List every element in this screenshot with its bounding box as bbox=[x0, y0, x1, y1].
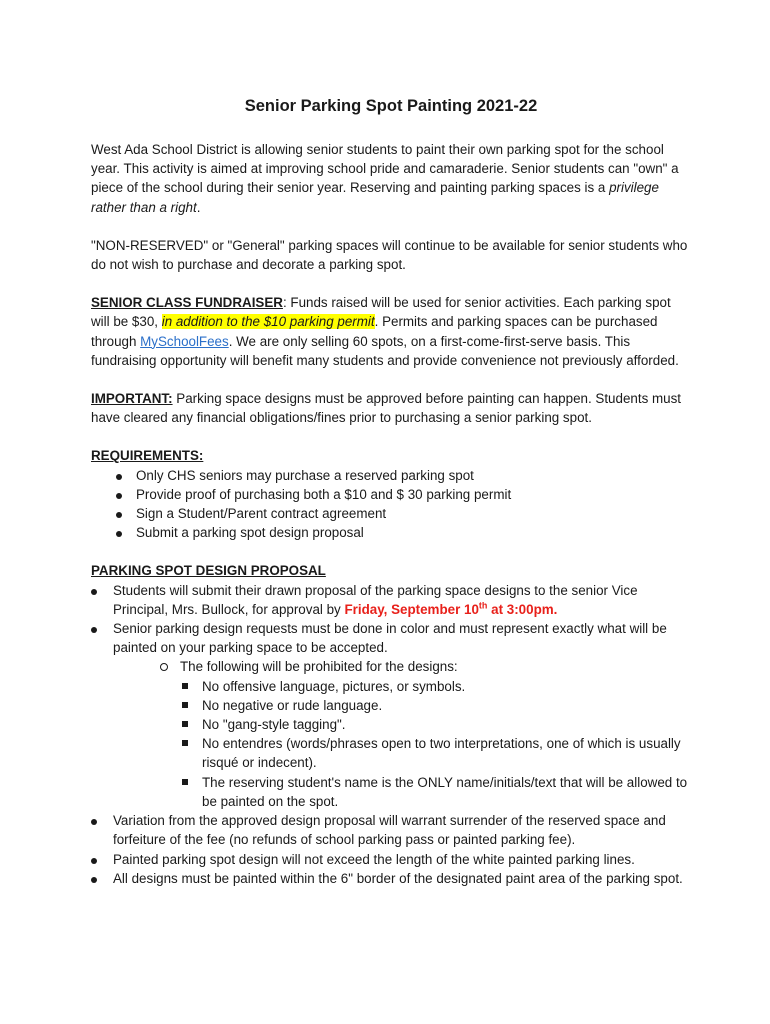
list-item bbox=[180, 677, 691, 696]
square-bullet-icon bbox=[182, 715, 188, 734]
list-item bbox=[180, 715, 691, 734]
non-reserved-paragraph: "NON-RESERVED" or "General" parking spaces will continue to be available for senior students who do not wish to purchase and decorate a parking spot. bbox=[91, 237, 688, 273]
list-item bbox=[180, 773, 691, 811]
square-bullet-icon bbox=[182, 773, 188, 792]
deadline-suffix: th bbox=[478, 600, 488, 611]
requirement-text: Only CHS seniors may purchase a reserved parking spot bbox=[136, 467, 474, 483]
bullet-icon bbox=[91, 850, 97, 869]
page-title: Senior Parking Spot Painting 2021-22 bbox=[244, 97, 538, 115]
circle-bullet-icon bbox=[160, 657, 168, 677]
fundraiser-highlight: in addition to the $10 parking permit bbox=[161, 314, 375, 330]
list-item bbox=[91, 485, 691, 504]
requirement-text: Sign a Student/Parent contract agreement bbox=[136, 506, 387, 522]
prohibited-text: The reserving student's name is the ONLY name/initials/text that will be allowed to be painted on the spot. bbox=[202, 774, 688, 809]
proposal-item-text: Painted parking spot design will not exceed the length of the white painted parking lines. bbox=[113, 851, 635, 867]
bullet-icon bbox=[116, 504, 122, 523]
proposal-item-text: Variation from the approved design proposal will warrant surrender of the reserved space and forfeiture of the fee (no refunds of school parking pass or painted parking fee). bbox=[113, 813, 666, 848]
bullet-icon bbox=[116, 485, 122, 504]
square-bullet-icon bbox=[182, 696, 188, 715]
square-bullet-icon bbox=[182, 734, 188, 753]
proposal-item-text: Senior parking design requests must be done in color and must represent exactly what will be painted on your parking space to be accepted. bbox=[113, 621, 667, 656]
square-bullet-icon bbox=[182, 677, 188, 696]
bullet-icon bbox=[91, 811, 97, 830]
deadline-date: Friday, September 10 bbox=[344, 601, 479, 617]
list-item bbox=[91, 619, 691, 811]
proposal-item-text: Students will submit their drawn proposal of the parking space designs to the senior Vice Principal, Mrs. Bullock, for approval by bbox=[113, 582, 638, 617]
fundraiser-text-1: : Funds raised will be used for senior activities. Each parking spot will be $30, bbox=[91, 295, 671, 330]
fundraiser-text-3: . We are only selling 60 spots, on a first-come-first-serve basis. This fundraising opportunity will benefit many students and provide convenience not previously afforded. bbox=[91, 333, 679, 368]
requirements-heading: REQUIREMENTS: bbox=[91, 448, 204, 464]
prohibited-items bbox=[180, 677, 691, 811]
bullet-icon bbox=[91, 619, 97, 638]
fundraiser-text-2: . Permits and parking spaces can be purchased through bbox=[91, 314, 658, 349]
prohibited-text: No entendres (words/phrases open to two interpretations, one of which is usually risqué or indecent). bbox=[202, 736, 681, 771]
proposal-list bbox=[91, 581, 691, 888]
list-item bbox=[91, 466, 691, 485]
document-body bbox=[91, 96, 691, 888]
list-item bbox=[91, 504, 691, 523]
important-paragraph bbox=[91, 389, 691, 427]
intro-text: West Ada School District is allowing senior students to paint their own parking spot for the school year. This activity is aimed at improving school pride and camaraderie. Senior students can "own" a piece of the school during their senior year. Reserving and painting parking spaces is a bbox=[91, 142, 679, 196]
proposal-heading: PARKING SPOT DESIGN PROPOSAL bbox=[91, 563, 326, 579]
deadline-time: at 3:00pm. bbox=[487, 601, 558, 617]
list-item bbox=[91, 811, 691, 849]
list-item bbox=[158, 657, 691, 811]
sub-item-text: The following will be prohibited for the designs: bbox=[180, 659, 458, 675]
myschoolfees-link[interactable]: MySchoolFees bbox=[140, 333, 229, 349]
prohibited-text: No "gang-style tagging". bbox=[202, 717, 346, 733]
proposal-section bbox=[91, 561, 691, 887]
list-item bbox=[180, 696, 691, 715]
bullet-icon bbox=[116, 523, 122, 542]
requirements-section bbox=[91, 446, 691, 542]
requirement-text: Submit a parking spot design proposal bbox=[136, 525, 364, 541]
list-item bbox=[91, 581, 691, 619]
important-text: Parking space designs must be approved before painting can happen. Students must have cleared any financial obligations/fines prior to purchasing a senior parking spot. bbox=[91, 391, 682, 426]
list-item bbox=[91, 523, 691, 542]
list-item bbox=[91, 869, 691, 888]
intro-paragraph bbox=[91, 140, 691, 217]
prohibited-sublist bbox=[113, 657, 691, 811]
list-item bbox=[180, 734, 691, 772]
fundraiser-paragraph bbox=[91, 293, 691, 370]
requirement-text: Provide proof of purchasing both a $10 and $ 30 parking permit bbox=[136, 486, 512, 502]
requirements-list bbox=[91, 466, 691, 543]
bullet-icon bbox=[91, 869, 97, 888]
intro-italic: privilege rather than a right bbox=[91, 180, 659, 215]
intro-end: . bbox=[196, 199, 201, 215]
bullet-icon bbox=[116, 466, 122, 485]
important-label: IMPORTANT: bbox=[91, 391, 173, 407]
fundraiser-label: SENIOR CLASS FUNDRAISER bbox=[91, 295, 283, 311]
bullet-icon bbox=[91, 581, 97, 600]
prohibited-text: No offensive language, pictures, or symbols. bbox=[202, 678, 466, 694]
proposal-item-text: All designs must be painted within the 6" border of the designated paint area of the parking spot. bbox=[113, 870, 683, 886]
list-item bbox=[91, 850, 691, 869]
prohibited-text: No negative or rude language. bbox=[202, 697, 383, 713]
